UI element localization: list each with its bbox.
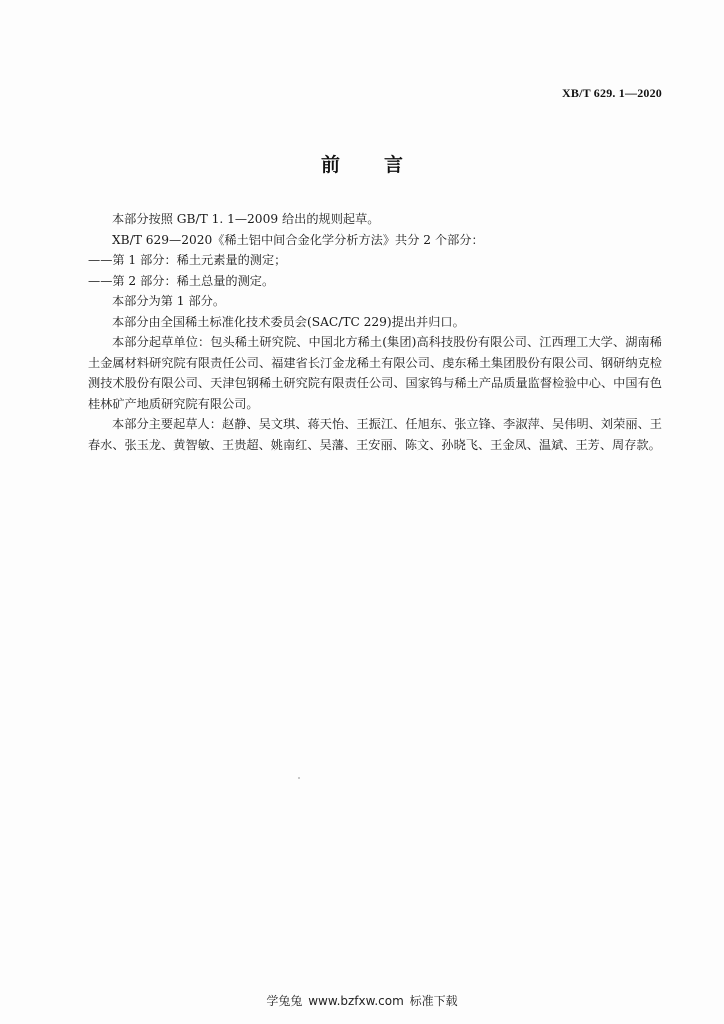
paragraph-drafting-rules: 本部分按照 GB/T 1. 1—2009 给出的规则起草。: [112, 212, 380, 226]
page-title-char-2: 言: [384, 154, 404, 176]
paragraph-proposer: 本部分由全国稀土标准化技术委员会(SAC/TC 229)提出并归口。: [112, 314, 465, 329]
page-title: [0, 150, 724, 177]
paragraph-parts-overview: XB/T 629—2020《稀土铝中间合金化学分析方法》共分 2 个部分：: [112, 232, 484, 247]
list-item-part-2: ——第 2 部分：稀土总量的测定。: [88, 273, 275, 288]
paragraph-this-part: 本部分为第 1 部分。: [112, 294, 226, 308]
foreword-body: [88, 209, 662, 455]
standard-number: XB/T 629. 1—2020: [562, 86, 662, 100]
list-item-part-1: ——第 1 部分：稀土元素量的测定；: [88, 253, 287, 267]
paragraph-drafters: 本部分主要起草人：赵静、吴文琪、蒋天怡、王振江、任旭东、张立锋、李淑萍、吴伟明、刘荣丽、王春水、张玉龙、黄智敏、王贵超、姚南红、吴藩、王安丽、陈文、孙晓飞、王金凤、温斌、王芳、周存款。: [88, 417, 662, 452]
footer-watermark: 学兔兔 www.bzfxw.com 标准下载: [266, 994, 458, 1008]
page-title-char-1: 前: [320, 154, 340, 176]
scan-speck: [298, 777, 300, 779]
paragraph-drafting-units: 本部分起草单位：包头稀土研究院、中国北方稀土(集团)高科技股份有限公司、江西理工大学、湖南稀土金属材料研究院有限责任公司、福建省长汀金龙稀土有限公司、虔东稀土集团股份有限公司、钢研纳克检测技术股份有限公司、天津包钢稀土研究院有限责任公司、国家钨与稀土产品质量监督检验中心、中国有色桂林矿产地质研究院有限公司。: [88, 335, 662, 411]
